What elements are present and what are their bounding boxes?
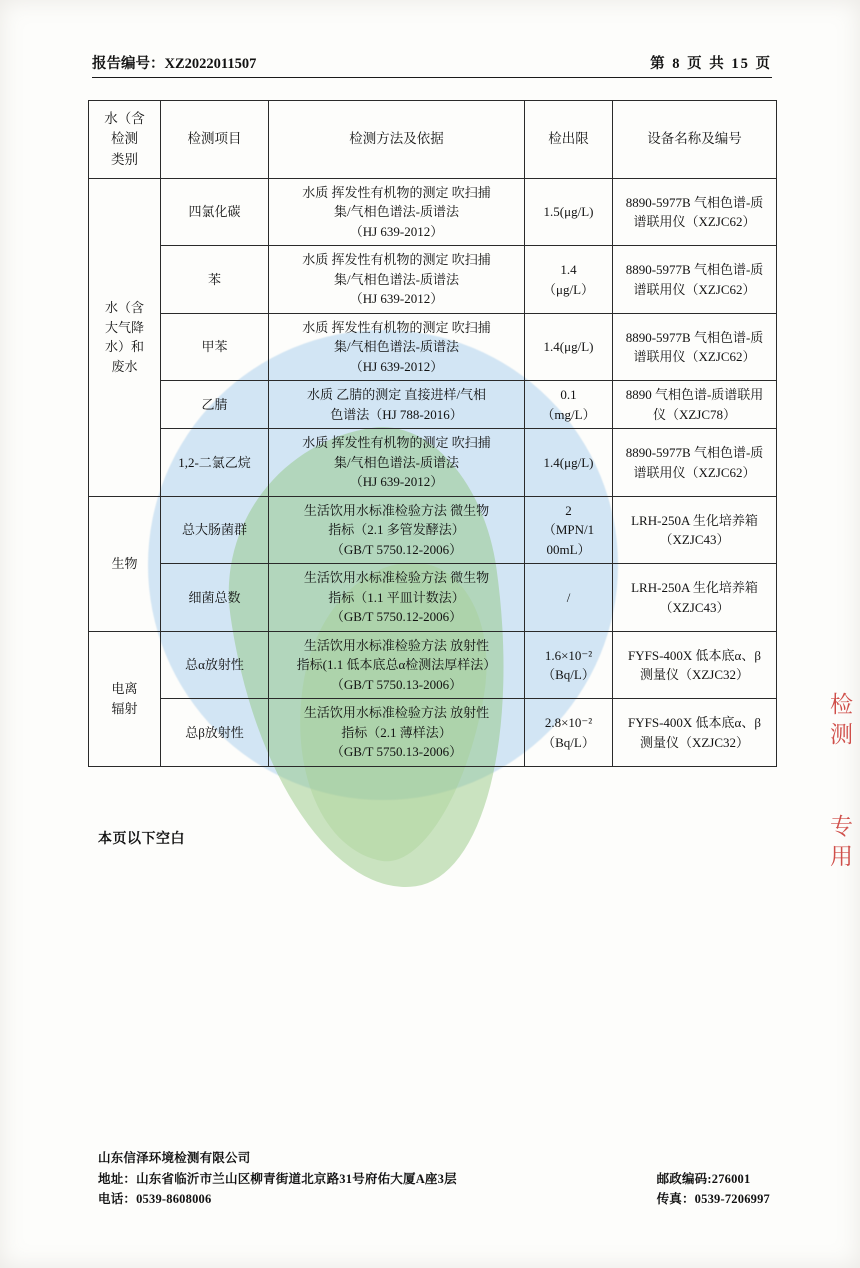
item-cell: 1,2-二氯乙烷 [161,429,269,497]
column-header-device: 设备名称及编号 [613,101,777,179]
blank-page-note: 本页以下空白 [98,832,185,847]
method-cell: 水质 挥发性有机物的测定 吹扫捕 集/气相色谱法-质谱法 （HJ 639-2012） [269,429,525,497]
seal-char-4: 用 [830,844,854,869]
table-row [89,313,777,381]
table-row [89,631,777,699]
item-cell: 甲苯 [161,313,269,381]
limit-cell: 2 （MPN/1 00mL） [525,496,613,564]
category-cell-radiation: 电离 辐射 [89,631,161,766]
category-cell-biology: 生物 [89,496,161,631]
device-cell: 8890-5977B 气相色谱-质 谱联用仪（XZJC62） [613,178,777,246]
page-indicator: 第 8 页 共 15 页 [650,56,772,72]
limit-cell: 0.1 （mg/L） [525,381,613,429]
limit-cell: 1.4(μg/L) [525,313,613,381]
item-cell: 总大肠菌群 [161,496,269,564]
report-table-wrapper [88,100,776,767]
limit-cell: / [525,564,613,632]
method-cell: 生活饮用水标准检验方法 微生物 指标（2.1 多管发酵法） （GB/T 5750.12-2006） [269,496,525,564]
item-cell: 乙腈 [161,381,269,429]
column-header-limit: 检出限 [525,101,613,179]
page-header [92,52,772,78]
item-cell: 总β放射性 [161,699,269,767]
item-cell: 四氯化碳 [161,178,269,246]
table-row [89,178,777,246]
method-cell: 水质 挥发性有机物的测定 吹扫捕 集/气相色谱法-质谱法 （HJ 639-2012） [269,178,525,246]
limit-cell: 2.8×10⁻² （Bq/L） [525,699,613,767]
column-header-item: 检测项目 [161,101,269,179]
method-cell: 水质 乙腈的测定 直接进样/气相 色谱法（HJ 788-2016） [269,381,525,429]
seal-char-3: 专 [830,814,854,839]
device-cell: LRH-250A 生化培养箱 （XZJC43） [613,496,777,564]
seal-char-1: 检 [830,692,854,717]
method-cell: 生活饮用水标准检验方法 微生物 指标（1.1 平皿计数法） （GB/T 5750.12-2006） [269,564,525,632]
method-cell: 生活饮用水标准检验方法 放射性 指标(1.1 低本底总α检测法厚样法） （GB/T 5750.13-2006） [269,631,525,699]
device-cell: 8890 气相色谱-质谱联用 仪（XZJC78） [613,381,777,429]
table-row [89,429,777,497]
seal-stamp-top [830,690,854,750]
item-cell: 苯 [161,246,269,314]
limit-cell: 1.6×10⁻² （Bq/L） [525,631,613,699]
table-row [89,699,777,767]
method-cell: 水质 挥发性有机物的测定 吹扫捕 集/气相色谱法-质谱法 （HJ 639-2012） [269,313,525,381]
table-row [89,496,777,564]
table-row [89,381,777,429]
page-footer [98,1148,770,1210]
item-cell: 细菌总数 [161,564,269,632]
table-row [89,564,777,632]
footer-fax: 传真：0539-7206997 [656,1192,770,1207]
footer-company: 山东信泽环境检测有限公司 [98,1151,251,1165]
footer-phone: 电话：0539-8608006 [98,1192,212,1207]
limit-cell: 1.5(μg/L) [525,178,613,246]
device-cell: 8890-5977B 气相色谱-质 谱联用仪（XZJC62） [613,313,777,381]
limit-cell: 1.4 （μg/L） [525,246,613,314]
table-row [89,246,777,314]
seal-char-2: 测 [830,722,854,747]
device-cell: FYFS-400X 低本底α、β 测量仪（XZJC32） [613,699,777,767]
device-cell: FYFS-400X 低本底α、β 测量仪（XZJC32） [613,631,777,699]
column-header-method: 检测方法及依据 [269,101,525,179]
footer-address: 地址：山东省临沂市兰山区柳青街道北京路31号府佑大厦A座3层 [98,1171,457,1186]
column-header-category: 水（含 检测 类别 [89,101,161,179]
footer-postcode: 邮政编码:276001 [656,1171,751,1186]
device-cell: 8890-5977B 气相色谱-质 谱联用仪（XZJC62） [613,429,777,497]
category-cell-water: 水（含 大气降 水）和 废水 [89,178,161,496]
item-cell: 总α放射性 [161,631,269,699]
table-header-row [89,101,777,179]
method-cell: 生活饮用水标准检验方法 放射性 指标（2.1 薄样法） （GB/T 5750.13-2006） [269,699,525,767]
report-number: 报告编号：XZ2022011507 [92,56,257,72]
device-cell: LRH-250A 生化培养箱 （XZJC43） [613,564,777,632]
seal-stamp-bottom [830,812,854,872]
report-table [88,100,777,767]
limit-cell: 1.4(μg/L) [525,429,613,497]
method-cell: 水质 挥发性有机物的测定 吹扫捕 集/气相色谱法-质谱法 （HJ 639-2012） [269,246,525,314]
device-cell: 8890-5977B 气相色谱-质 谱联用仪（XZJC62） [613,246,777,314]
